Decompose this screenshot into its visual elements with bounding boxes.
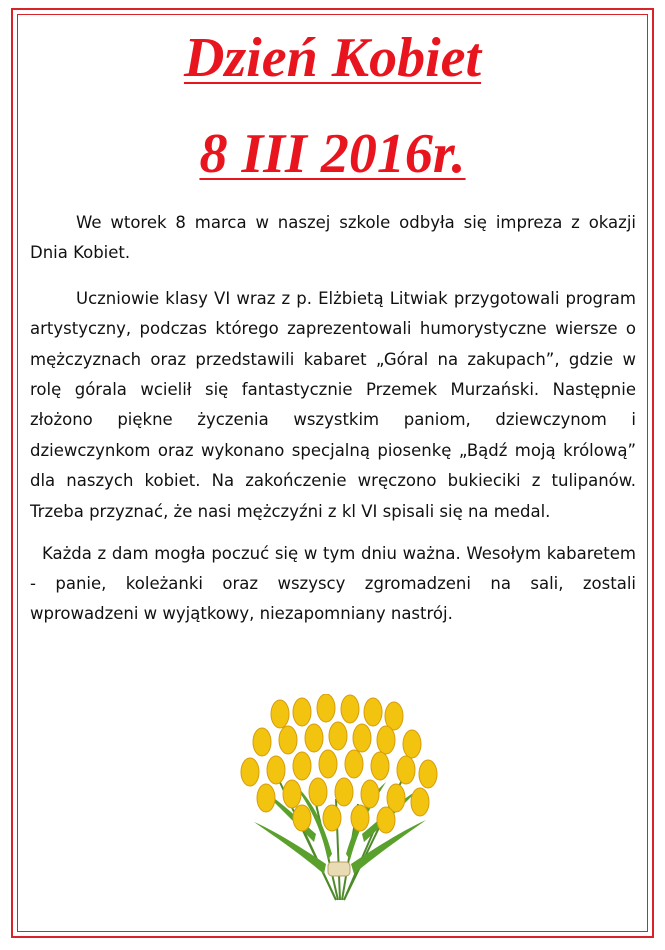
paragraph-summary: Każda z dam mogła poczuć się w tym dniu ważna. Wesołym kabaretem - panie, koleżanki oraz wszyscy zgromadzeni na sali, zostali wprowadzeni w wyjątkowy, niezapomniany nastrój.: [30, 544, 636, 624]
paragraph-intro: We wtorek 8 marca w naszej szkole odbyła się impreza z okazji Dnia Kobiet.: [30, 213, 636, 263]
page-date-title: 8 III 2016r.: [199, 123, 466, 185]
tulip-bouquet-icon: [236, 694, 440, 910]
page-title: Dzień Kobiet: [183, 27, 482, 89]
paragraph-program: Uczniowie klasy VI wraz z p. Elżbietą Litwiak przygotowali program artystyczny, podczas którego zaprezentowali humorystyczne wiersze o mężczyznach oraz przedstawili kabaret „Góral na zakupach”, gdzie w rolę górala wcielił się fantastycznie Przemek Murzański. Następnie złożono piękne życzenia wszystkim paniom, dziewczynom i dziewczynkom oraz wykonano specjalną piosenkę „Bądź moją królową” dla naszych kobiet. Na zakończenie wręczono bukieciki z tulipanów. Trzeba przyznać, że nasi mężczyźni z kl VI spisali się na medal.: [30, 288, 636, 521]
article-body: [30, 208, 636, 629]
